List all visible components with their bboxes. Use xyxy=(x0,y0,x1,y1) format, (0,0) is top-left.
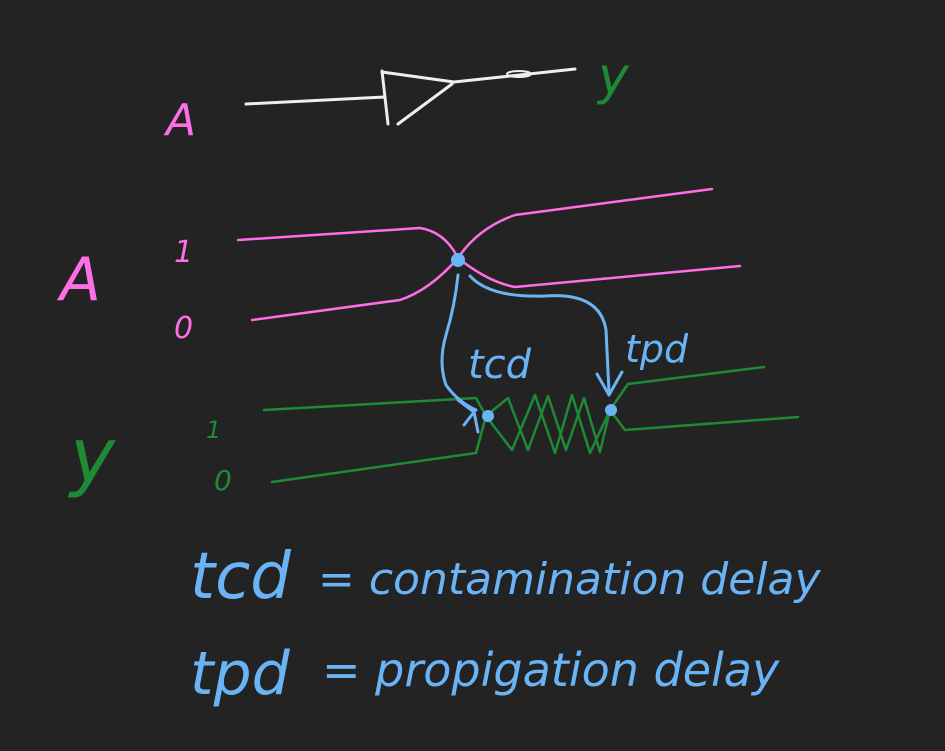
gate-output-label: y xyxy=(598,47,629,107)
gate-input-label: A xyxy=(166,95,197,146)
tcd-point xyxy=(482,410,494,422)
input-signal-label: A xyxy=(60,245,102,315)
input-waveform xyxy=(56,189,740,346)
output-low-trace-after xyxy=(610,410,798,430)
gate-input-wire xyxy=(246,97,384,104)
output-low-level: 0 xyxy=(214,464,232,497)
buffer-triangle xyxy=(382,69,575,124)
output-high-trace-before xyxy=(264,398,486,416)
tcd-definition-text: = contamination delay xyxy=(318,554,821,605)
tpd-definition-text: = propigation delay xyxy=(322,643,780,697)
tcd-marker-label: tcd xyxy=(468,342,532,388)
input-transition-dot xyxy=(451,253,465,267)
tcd-definition-symbol: tcd xyxy=(190,540,291,614)
tpd-point xyxy=(605,404,617,416)
output-signal-label: y xyxy=(70,411,115,500)
output-waveform xyxy=(68,367,798,500)
input-low-trace xyxy=(252,258,740,320)
input-high-trace xyxy=(238,189,712,258)
input-high-level: 1 xyxy=(174,235,194,270)
input-low-level: 0 xyxy=(174,311,194,346)
definitions xyxy=(190,540,821,709)
output-unknown-region xyxy=(486,395,610,453)
output-high-trace-after xyxy=(610,367,764,410)
tpd-marker-label: tpd xyxy=(625,327,689,371)
output-high-level: 1 xyxy=(206,416,222,444)
buffer-gate xyxy=(163,47,630,146)
output-low-trace-before xyxy=(272,416,486,482)
tpd-definition-symbol: tpd xyxy=(190,639,290,709)
